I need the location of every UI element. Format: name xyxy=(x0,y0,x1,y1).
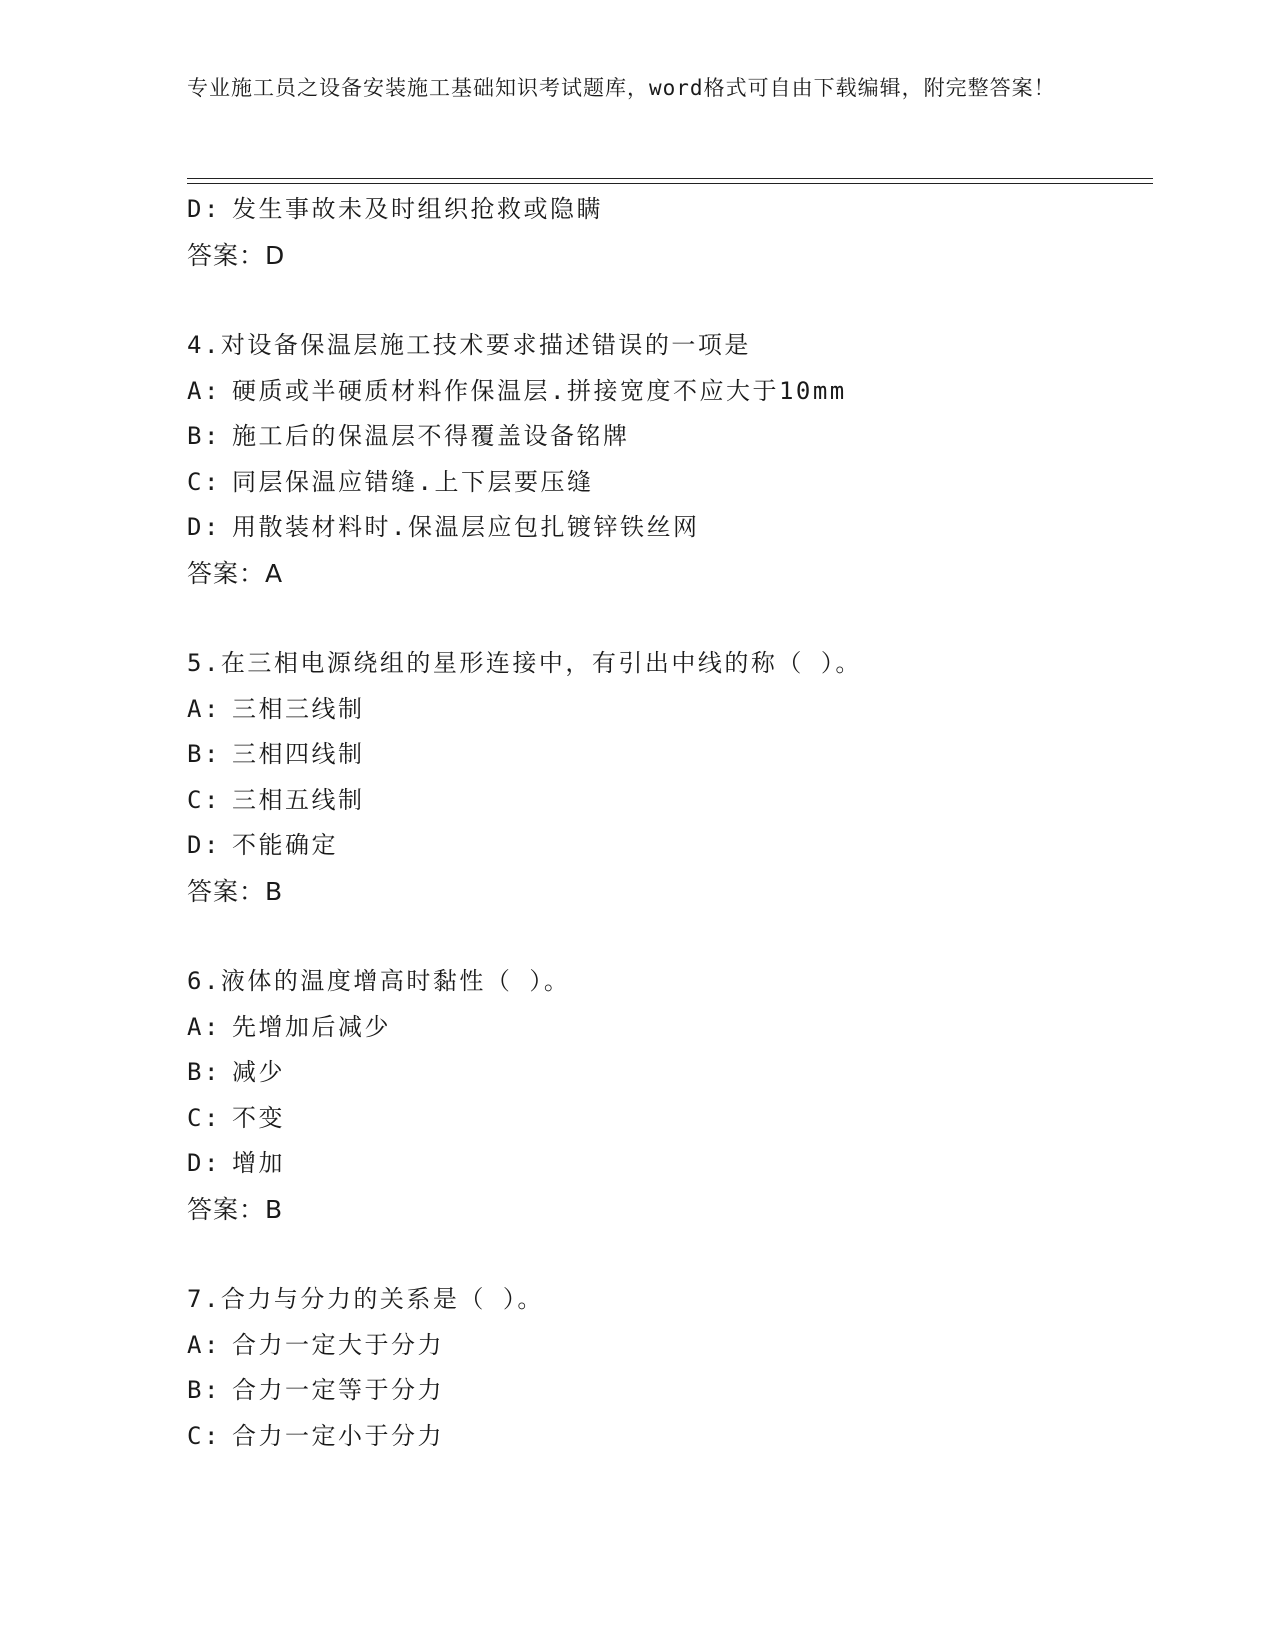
option-text: 先增加后减少 xyxy=(232,1012,391,1041)
option-b xyxy=(187,414,1153,460)
option-text: 合力一定大于分力 xyxy=(232,1330,444,1359)
option-label: D: xyxy=(187,831,221,859)
option-label: B: xyxy=(187,1376,221,1404)
option-label: B: xyxy=(187,740,221,768)
option-text: 用散装材料时.保温层应包扎镀锌铁丝网 xyxy=(232,513,700,541)
option-b xyxy=(187,1368,1153,1414)
document-header-title: 专业施工员之设备安装施工基础知识考试题库，word格式可自由下载编辑，附完整答案！ xyxy=(187,76,1056,100)
option-a xyxy=(187,1323,1153,1369)
option-text: 三相五线制 xyxy=(232,785,365,814)
option-label: D: xyxy=(187,1149,221,1177)
header-divider-top xyxy=(187,178,1153,179)
question-block xyxy=(187,323,1153,596)
option-b xyxy=(187,1050,1153,1096)
option-text: 增加 xyxy=(232,1149,285,1177)
option-label: D: xyxy=(187,195,221,223)
answer-line: 答案：B xyxy=(187,1194,284,1224)
option-d xyxy=(187,1141,1153,1187)
option-label: D: xyxy=(187,513,221,541)
option-b xyxy=(187,732,1153,778)
option-text: 三相四线制 xyxy=(232,740,365,768)
option-label: B: xyxy=(187,1058,221,1086)
option-c xyxy=(187,460,1153,506)
option-label: C: xyxy=(187,1421,221,1450)
option-label: B: xyxy=(187,422,221,450)
option-text: 施工后的保温层不得覆盖设备铭牌 xyxy=(232,422,630,450)
question-block xyxy=(187,959,1153,1232)
option-text: 合力一定等于分力 xyxy=(232,1376,444,1404)
header-divider-bottom xyxy=(187,183,1153,184)
question-text: 6.液体的温度增高时黏性（ ）。 xyxy=(187,967,571,995)
option-text: 合力一定小于分力 xyxy=(232,1421,444,1450)
question-text: 5.在三相电源绕组的星形连接中，有引出中线的称（ ）。 xyxy=(187,649,862,677)
option-label: A: xyxy=(187,376,221,405)
question-list xyxy=(187,187,1153,1459)
question-text: 4.对设备保温层施工技术要求描述错误的一项是 xyxy=(187,331,751,359)
answer-line: 答案：A xyxy=(187,558,284,588)
option-text: 硬质或半硬质材料作保温层.拼接宽度不应大于10mm xyxy=(232,376,847,405)
option-c xyxy=(187,1096,1153,1142)
option-d xyxy=(187,823,1153,869)
option-a xyxy=(187,1005,1153,1051)
question-block xyxy=(187,1277,1153,1459)
option-d xyxy=(187,187,1153,233)
option-c xyxy=(187,778,1153,824)
option-text: 三相三线制 xyxy=(232,694,365,723)
option-a xyxy=(187,369,1153,415)
option-label: C: xyxy=(187,785,221,814)
option-a xyxy=(187,687,1153,733)
option-text: 减少 xyxy=(232,1058,285,1086)
option-c xyxy=(187,1414,1153,1460)
question-block xyxy=(187,641,1153,914)
option-label: A: xyxy=(187,694,221,723)
question-block xyxy=(187,187,1153,278)
option-text: 同层保温应错缝.上下层要压缝 xyxy=(232,467,594,496)
option-text: 不能确定 xyxy=(232,831,338,859)
question-text: 7.合力与分力的关系是（ ）。 xyxy=(187,1285,544,1313)
answer-line: 答案：D xyxy=(187,240,286,270)
option-label: A: xyxy=(187,1012,221,1041)
option-label: C: xyxy=(187,467,221,496)
option-d xyxy=(187,505,1153,551)
option-label: C: xyxy=(187,1103,221,1132)
answer-line: 答案：B xyxy=(187,876,284,906)
option-text: 不变 xyxy=(232,1103,285,1132)
option-label: A: xyxy=(187,1330,221,1359)
option-text: 发生事故未及时组织抢救或隐瞒 xyxy=(232,195,603,223)
